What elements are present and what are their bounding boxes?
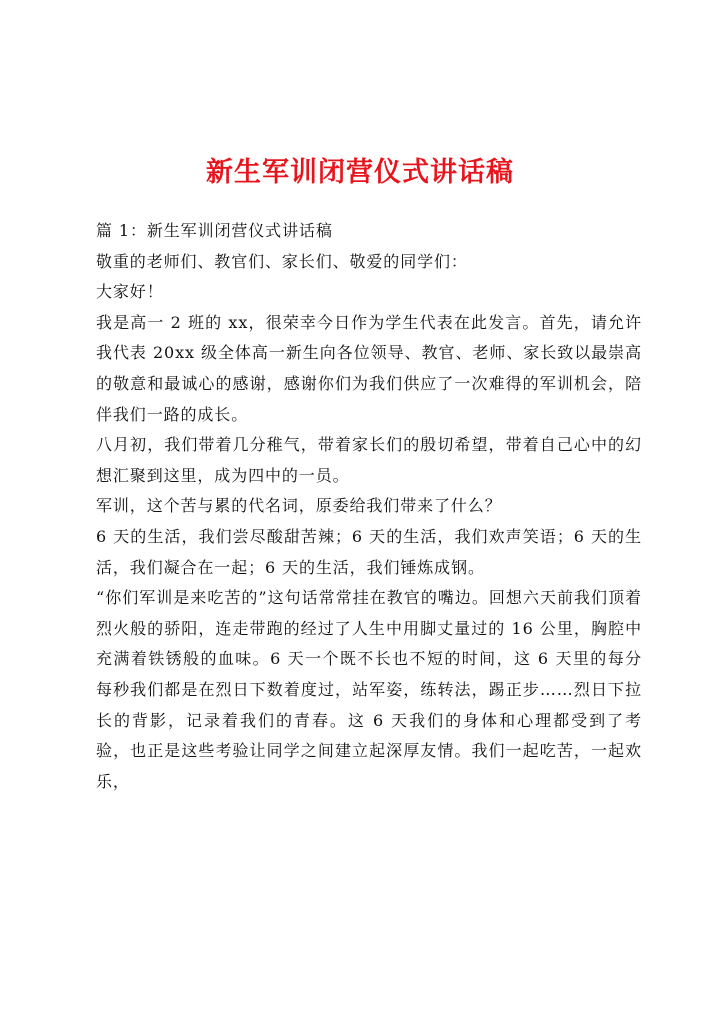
document-title: 新生军训闭营仪式讲话稿 xyxy=(206,157,514,188)
body-paragraph: 八月初，我们带着几分稚气，带着家长们的殷切希望，带着自己心中的幻想汇聚到这里，成为四中的一员。 xyxy=(96,435,642,485)
salutation: 敬重的老师们、教官们、家长们、敬爱的同学们： xyxy=(96,251,468,271)
body-paragraph: 军训，这个苦与累的代名词，原委给我们带来了什么？ xyxy=(96,496,502,516)
body-paragraph: 我是高一 2 班的 xx，很荣幸今日作为学生代表在此发言。首先，请允许我代表 20xx 级全体高一新生向各位领导、教官、老师、家长致以最崇高的敬意和最诚心的感谢，感谢你们为我们供应了一次难得的军训机会，陪伴我们一路的成长。 xyxy=(96,312,642,424)
body-paragraph: 6 天的生活，我们尝尽酸甜苦辣；6 天的生活，我们欢声笑语；6 天的生活，我们凝合在一起；6 天的生活，我们锤炼成钢。 xyxy=(96,526,642,577)
greeting: 大家好！ xyxy=(96,282,164,302)
section-heading: 篇 1：新生军训闭营仪式讲话稿 xyxy=(96,221,333,240)
document-body xyxy=(96,216,642,797)
body-paragraph: “你们军训是来吃苦的”这句话常常挂在教官的嘴边。回想六天前我们顶着烈火般的骄阳，连走带跑的经过了人生中用脚丈量过的 16 公里，胸腔中充满着铁锈般的血味。6 天一个既不长也不短的时间，这 6 天里的每分每秒我们都是在烈日下数着度过，站军姿，练转法，踢正步……烈日下拉长的背影，记录着我们的青春。这 6 天我们的身体和心理都受到了考验，也正是这些考验让同学之间建立起深厚友情。我们一起吃苦，一起欢乐， xyxy=(96,588,642,791)
